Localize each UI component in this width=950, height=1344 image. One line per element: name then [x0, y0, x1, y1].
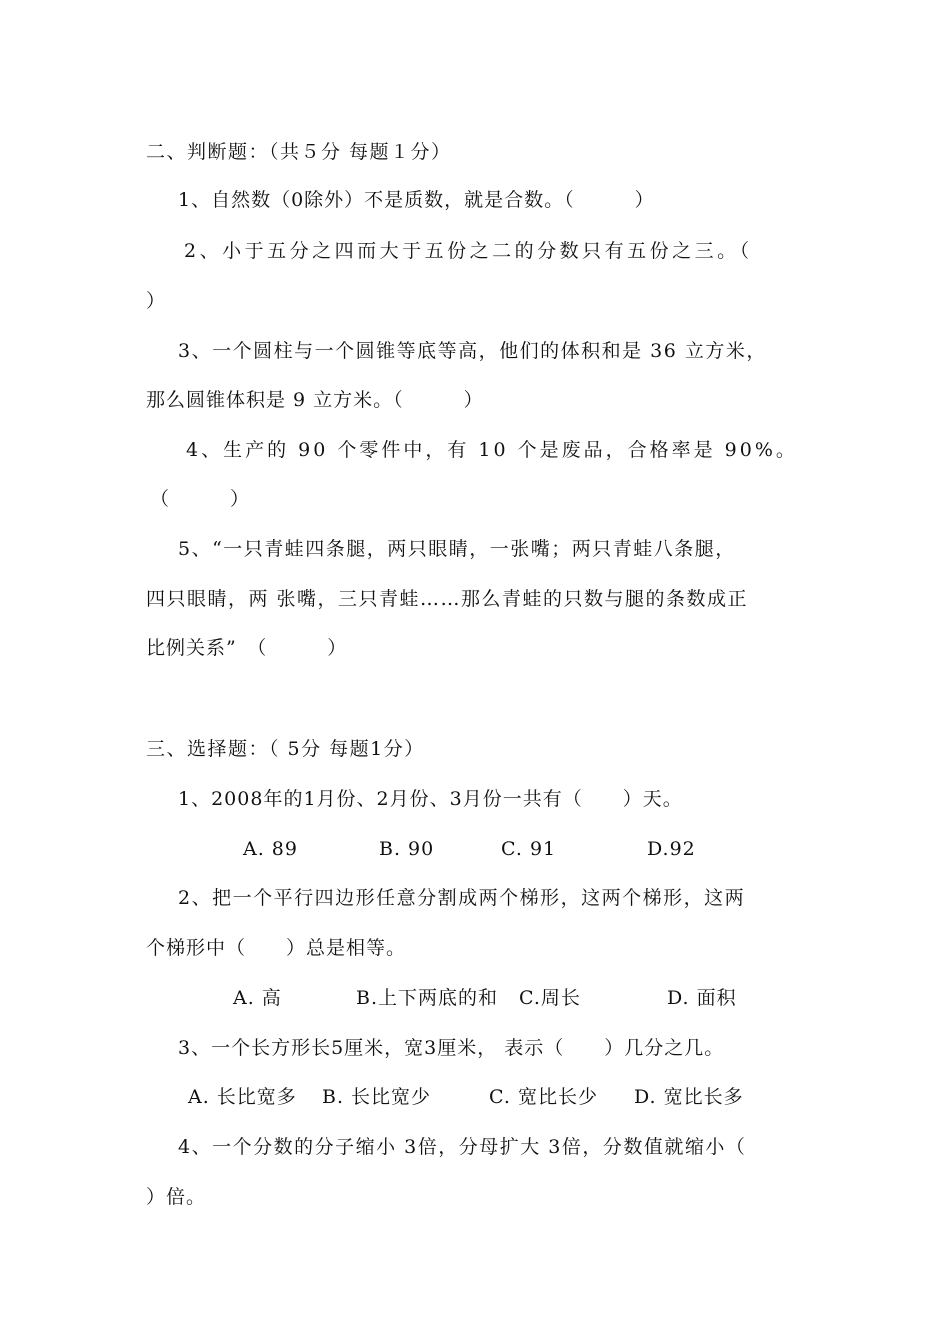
- section3-heading: 三、选择题：（ 5分 每题1分）: [146, 738, 425, 760]
- section2-q4-line1: 4、生产的 90 个零件中，有 10 个是废品，合格率是 90%。: [186, 439, 798, 461]
- section3-q3: 3、一个长方形长5厘米，宽3厘米， 表示（ ）几分之几。: [178, 1037, 725, 1059]
- section3-q4-line2: ）倍。: [146, 1186, 207, 1208]
- section3-q1-option-d: D.92: [647, 838, 696, 860]
- section3-q1-option-a: A. 89: [243, 838, 298, 860]
- section2-q3-line2: 那么圆锥体积是 9 立方米。（ ）: [146, 389, 484, 411]
- section2-heading: 二、判断题：（共５分 每题１分）: [146, 141, 452, 163]
- section3-q3-option-a: A. 长比宽多: [188, 1086, 297, 1108]
- section3-q3-option-c: C. 宽比长少: [489, 1086, 598, 1108]
- section3-q1-option-c: C. 91: [501, 838, 557, 860]
- section3-q2-line2: 个梯形中（ ）总是相等。: [146, 937, 407, 959]
- section3-q1-option-b: B. 90: [379, 838, 435, 860]
- section3-q2-option-a: A. 高: [233, 987, 282, 1009]
- section3-q1: 1、2008年的1月份、2月份、3月份一共有（ ）天。: [178, 788, 683, 810]
- section3-q3-option-d: D. 宽比长多: [634, 1086, 744, 1108]
- section3-q2-option-c: C.周长: [519, 987, 581, 1009]
- section3-q2-option-d: D. 面积: [667, 987, 737, 1009]
- section2-q2-line2: ）: [146, 290, 167, 312]
- section2-q3-line1: 3、一个圆柱与一个圆锥等底等高，他们的体积和是 36 立方米，: [178, 340, 767, 362]
- section3-q2-option-b: B.上下两底的和: [356, 987, 499, 1009]
- section3-q4-line1: 4、一个分数的分子缩小 3倍，分母扩大 3倍，分数值就缩小（: [178, 1136, 747, 1158]
- section3-q2-line1: 2、把一个平行四边形任意分割成两个梯形，这两个梯形，这两: [178, 887, 746, 909]
- section2-q1: 1、自然数（0除外）不是质数，就是合数。（ ）: [178, 189, 655, 211]
- section3-q3-option-b: B. 长比宽少: [322, 1086, 432, 1108]
- section2-q2-line1: 2、小于五分之四而大于五份之二的分数只有五份之三。（: [184, 240, 753, 262]
- section2-q5-line3: 比例关系” （ ）: [146, 637, 348, 659]
- section2-q4-line2: （ ）: [150, 488, 251, 510]
- section2-q5-line1: 5、“一只青蛙四条腿，两只眼睛，一张嘴；两只青蛙八条腿，: [178, 538, 736, 560]
- section2-q5-line2: 四只眼睛，两 张嘴，三只青蛙……那么青蛙的只数与腿的条数成正: [146, 588, 749, 610]
